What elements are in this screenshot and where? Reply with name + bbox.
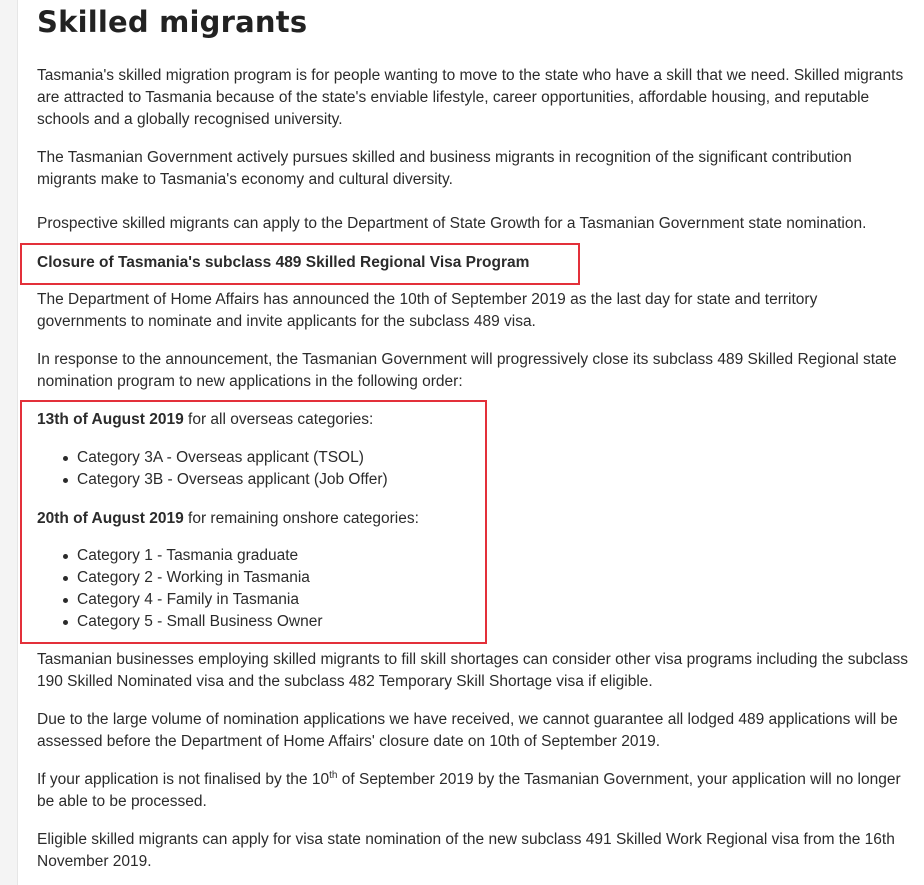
finalised-text-start: If your application is not finalised by the 10 bbox=[37, 771, 330, 788]
intro-paragraph-1: Tasmania's skilled migration program is for people wanting to move to the state who have a skill that we need. Skilled migrants are attracted to Tasmania because of the state's enviable lifestyle, career opportunities, affordable housing, and reputable schools and a globally recognised university. bbox=[37, 67, 904, 128]
finalised-text-end: of September 2019 by the Tasmanian Government, your application will no longer be able to be processed. bbox=[37, 771, 901, 810]
closure-heading: Closure of Tasmania's subclass 489 Skilled Regional Visa Program bbox=[37, 254, 530, 271]
list-item: Category 1 - Tasmania graduate bbox=[77, 545, 323, 567]
list-item: Category 3B - Overseas applicant (Job Offer) bbox=[77, 469, 388, 491]
list-item: Category 4 - Family in Tasmania bbox=[77, 589, 323, 611]
schedule-onshore bbox=[37, 508, 909, 530]
volume-paragraph: Due to the large volume of nomination applications we have received, we cannot guarantee all lodged 489 applications will be assessed before the Department of Home Affairs' closure date on 10th of September 2019. bbox=[37, 711, 898, 750]
schedule-date: 20th of August 2019 bbox=[37, 510, 184, 527]
intro-paragraph-3: Prospective skilled migrants can apply to the Department of State Growth for a Tasmanian Government state nomination. bbox=[37, 215, 867, 232]
intro-paragraph-2: The Tasmanian Government actively pursues skilled and business migrants in recognition of the significant contribution migrants make to Tasmania's economy and cultural diversity. bbox=[37, 149, 852, 188]
overseas-category-list bbox=[37, 447, 388, 491]
schedule-description: for all overseas categories: bbox=[183, 411, 374, 428]
page-title: Skilled migrants bbox=[37, 5, 308, 39]
list-item: Category 2 - Working in Tasmania bbox=[77, 567, 323, 589]
onshore-category-list bbox=[37, 545, 323, 633]
list-item: Category 3A - Overseas applicant (TSOL) bbox=[77, 447, 388, 469]
schedule-overseas bbox=[37, 409, 909, 431]
page bbox=[17, 0, 924, 885]
schedule-date: 13th of August 2019 bbox=[37, 411, 184, 428]
subclass-491-paragraph: Eligible skilled migrants can apply for visa state nomination of the new subclass 491 Skilled Work Regional visa from the 16th November 2019. bbox=[37, 831, 895, 870]
ordinal-suffix: th bbox=[329, 770, 338, 781]
closure-paragraph-1: The Department of Home Affairs has announced the 10th of September 2019 as the last day for state and territory governments to nominate and invite applicants for the subclass 489 visa. bbox=[37, 291, 818, 330]
closure-paragraph-2: In response to the announcement, the Tasmanian Government will progressively close its subclass 489 Skilled Regional state nomination program to new applications in the following order: bbox=[37, 351, 897, 390]
other-visas-paragraph: Tasmanian businesses employing skilled migrants to fill skill shortages can consider other visa programs including the subclass 190 Skilled Nominated visa and the subclass 482 Temporary Skill Shortage visa if eligible. bbox=[37, 651, 908, 690]
schedule-description: for remaining onshore categories: bbox=[183, 510, 419, 527]
finalised-paragraph bbox=[37, 769, 909, 813]
list-item: Category 5 - Small Business Owner bbox=[77, 611, 323, 633]
